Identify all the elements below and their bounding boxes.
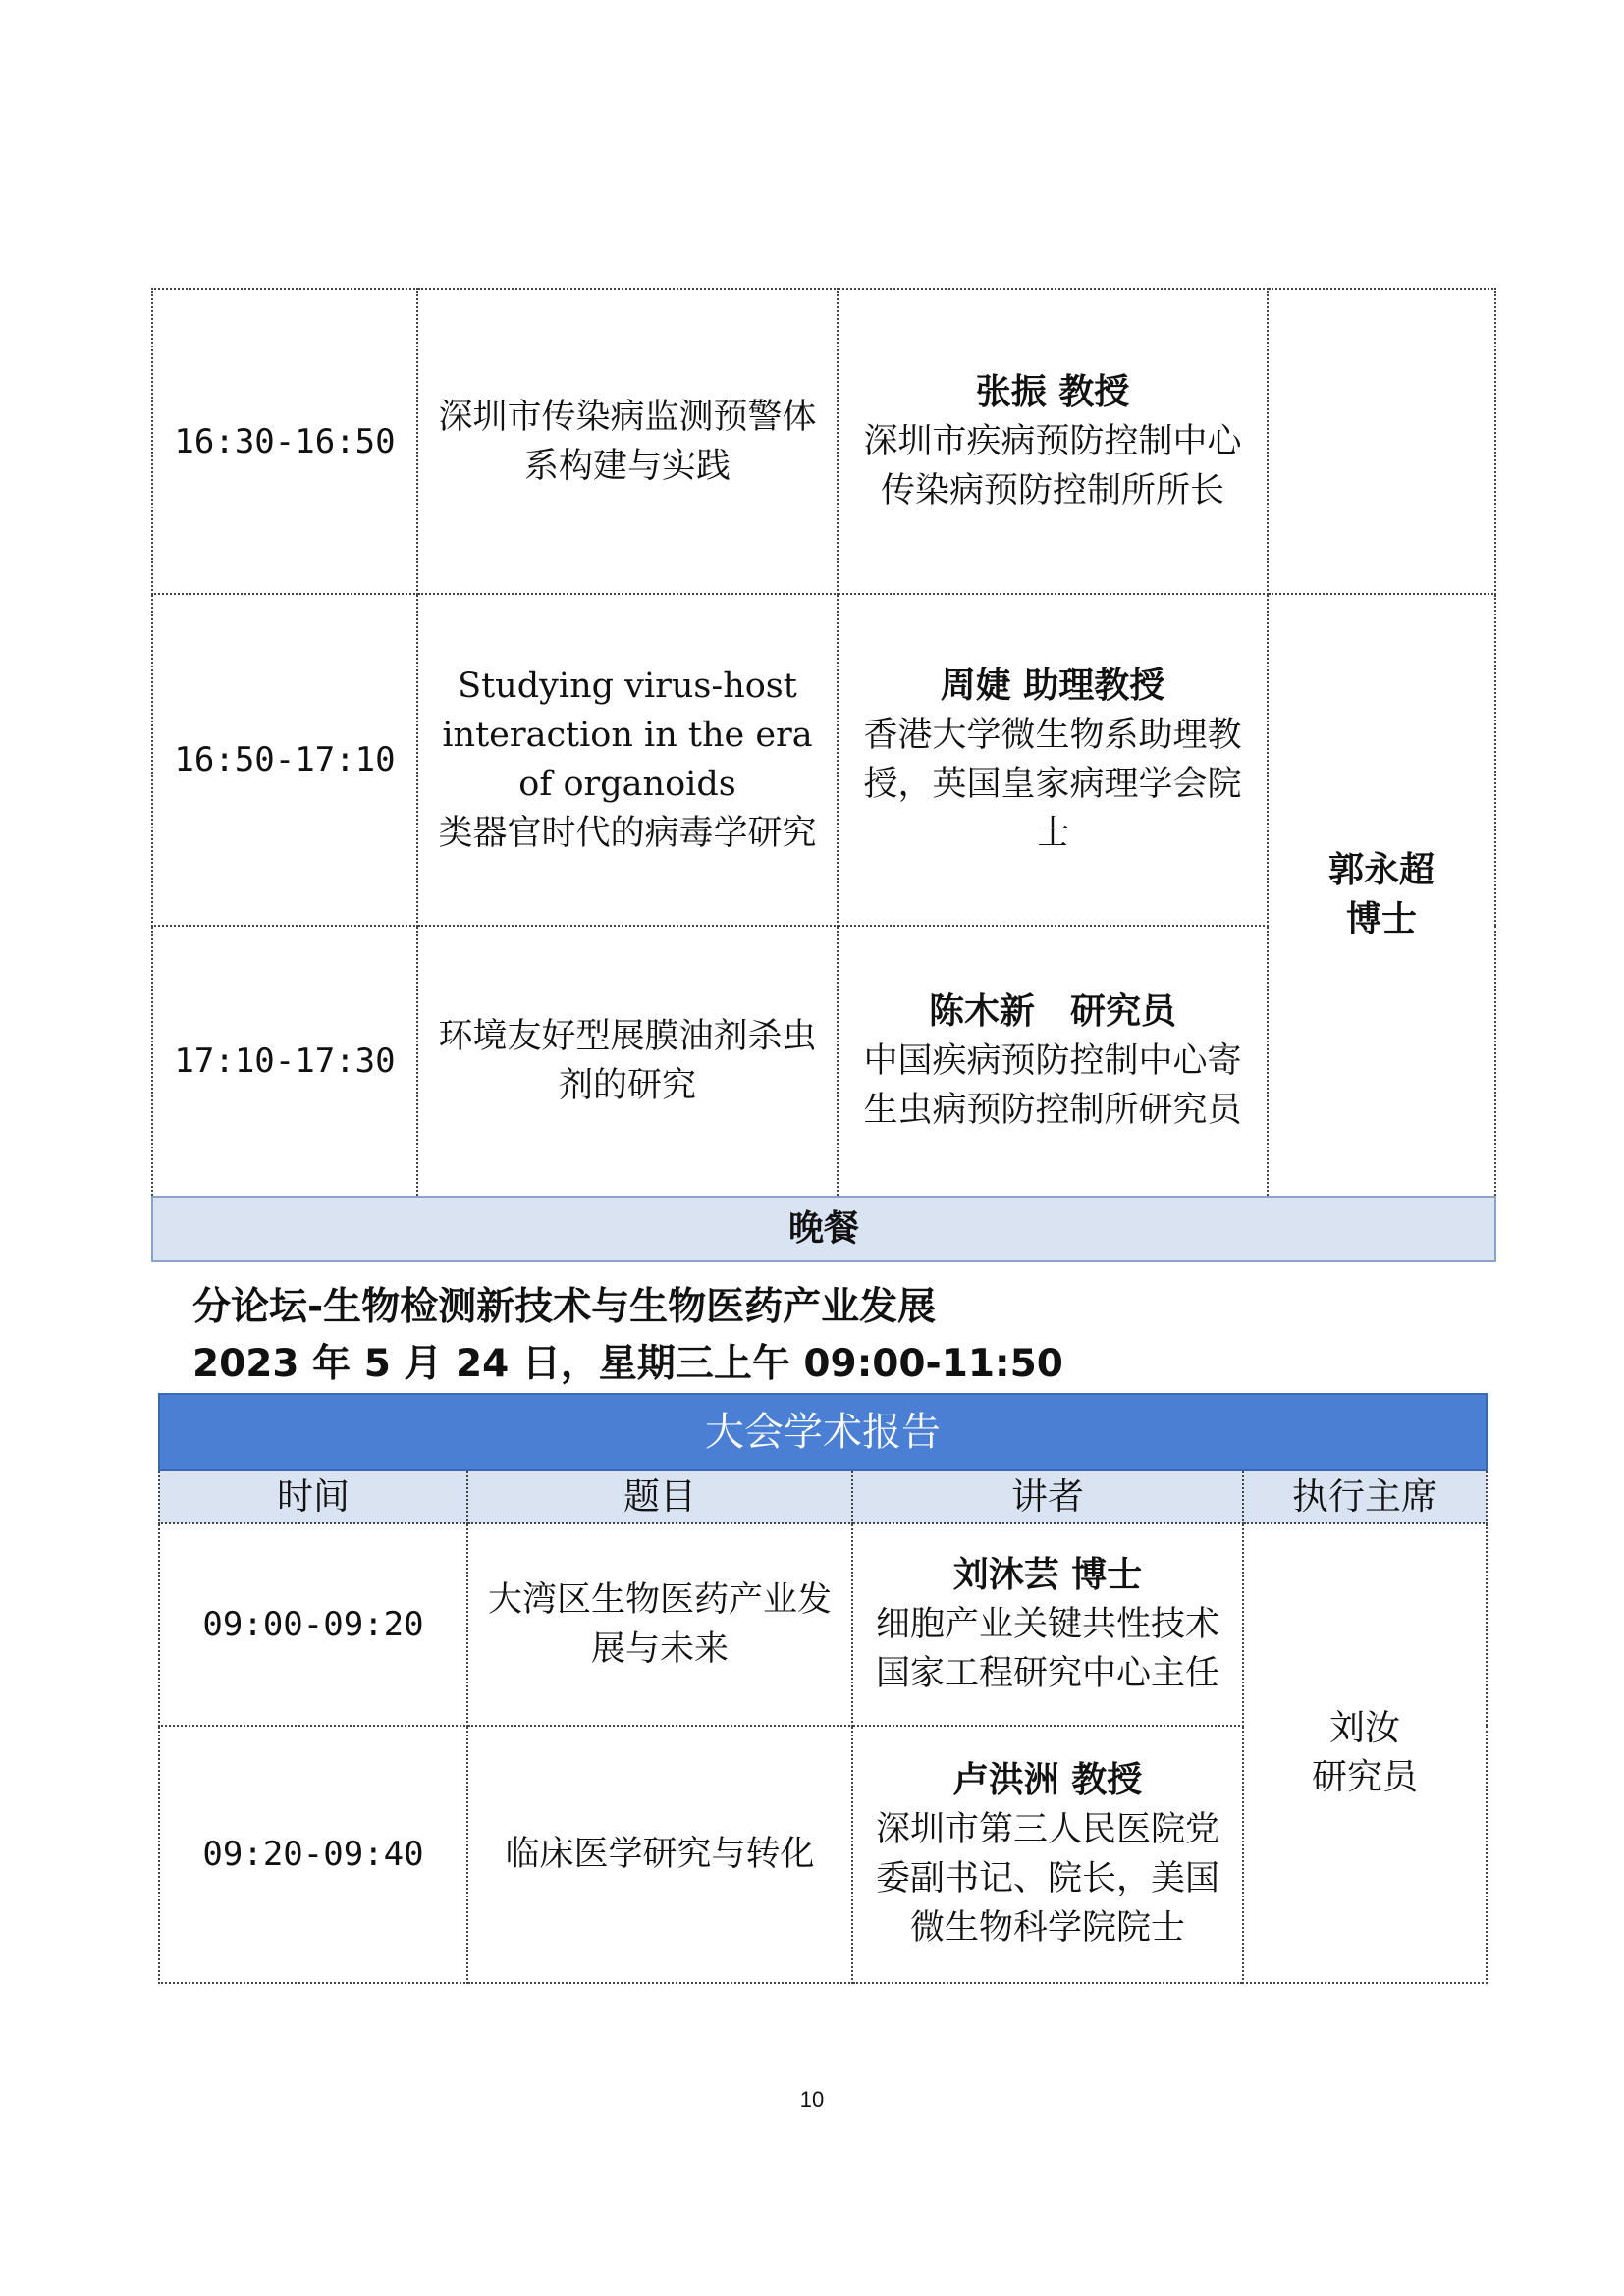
chair-name: 郭永超 xyxy=(1327,850,1435,890)
section-banner: 大会学术报告 xyxy=(159,1394,1487,1470)
speaker-name: 刘沐芸 博士 xyxy=(952,1555,1143,1595)
speaker-name: 周婕 助理教授 xyxy=(940,666,1165,706)
speaker-name: 张振 教授 xyxy=(975,371,1130,412)
speaker-cell xyxy=(838,289,1268,594)
topic-cell: 深圳市传染病监测预警体系构建与实践 xyxy=(417,289,838,594)
dinner-label: 晚餐 xyxy=(152,1197,1495,1261)
schedule-table-morning xyxy=(158,1393,1488,1984)
schedule-table-afternoon xyxy=(151,288,1496,1262)
chair-cell xyxy=(1268,594,1495,1197)
banner-row xyxy=(159,1394,1487,1470)
speaker-cell xyxy=(852,1726,1243,1983)
speaker-cell xyxy=(838,594,1268,926)
speaker-affiliation: 深圳市第三人民医院党委副书记、院长，美国微生物科学院院士 xyxy=(875,1810,1219,1948)
speaker-affiliation: 细胞产业关键共性技术国家工程研究中心主任 xyxy=(875,1605,1219,1693)
header-topic: 题目 xyxy=(467,1470,852,1523)
forum-title: 分论坛-生物检测新技术与生物医药产业发展 xyxy=(192,1285,937,1329)
table-row xyxy=(152,289,1495,594)
chair-name: 刘汝 xyxy=(1328,1708,1400,1748)
topic-cell: 大湾区生物医药产业发展与未来 xyxy=(467,1523,852,1726)
chair-cell xyxy=(1243,1523,1487,1983)
topic-cell: 临床医学研究与转化 xyxy=(467,1726,852,1983)
forum-date: 2023 年 5 月 24 日，星期三上午 09:00-11:50 xyxy=(192,1342,1063,1386)
time-cell: 16:30-16:50 xyxy=(152,289,417,594)
header-time: 时间 xyxy=(159,1470,467,1523)
speaker-affiliation: 深圳市疾病预防控制中心传染病预防控制所所长 xyxy=(863,421,1242,510)
speaker-cell xyxy=(838,926,1268,1197)
topic-chinese: 类器官时代的病毒学研究 xyxy=(438,814,817,853)
speaker-affiliation: 香港大学微生物系助理教授，英国皇家病理学会院士 xyxy=(863,716,1242,853)
time-cell: 09:00-09:20 xyxy=(159,1523,467,1726)
dinner-row xyxy=(152,1197,1495,1261)
speaker-name: 卢洪洲 教授 xyxy=(952,1760,1143,1800)
speaker-cell xyxy=(852,1523,1243,1726)
chair-title: 博士 xyxy=(1345,899,1417,939)
time-cell: 16:50-17:10 xyxy=(152,594,417,926)
topic-cell xyxy=(417,594,838,926)
topic-cell: 环境友好型展膜油剂杀虫剂的研究 xyxy=(417,926,838,1197)
header-speaker: 讲者 xyxy=(852,1470,1243,1523)
time-cell: 17:10-17:30 xyxy=(152,926,417,1197)
topic-english: Studying virus-host interaction in the era of organoids xyxy=(442,667,813,804)
chair-cell-empty xyxy=(1268,289,1495,594)
table-row xyxy=(159,1523,1487,1726)
speaker-affiliation: 中国疾病预防控制中心寄生虫病预防控制所研究员 xyxy=(863,1041,1242,1130)
header-row xyxy=(159,1470,1487,1523)
table-row xyxy=(152,594,1495,926)
time-cell: 09:20-09:40 xyxy=(159,1726,467,1983)
header-chair: 执行主席 xyxy=(1243,1470,1487,1523)
speaker-name: 陈木新 研究员 xyxy=(928,991,1176,1032)
page-number: 10 xyxy=(799,2087,825,2111)
chair-title: 研究员 xyxy=(1311,1757,1418,1797)
